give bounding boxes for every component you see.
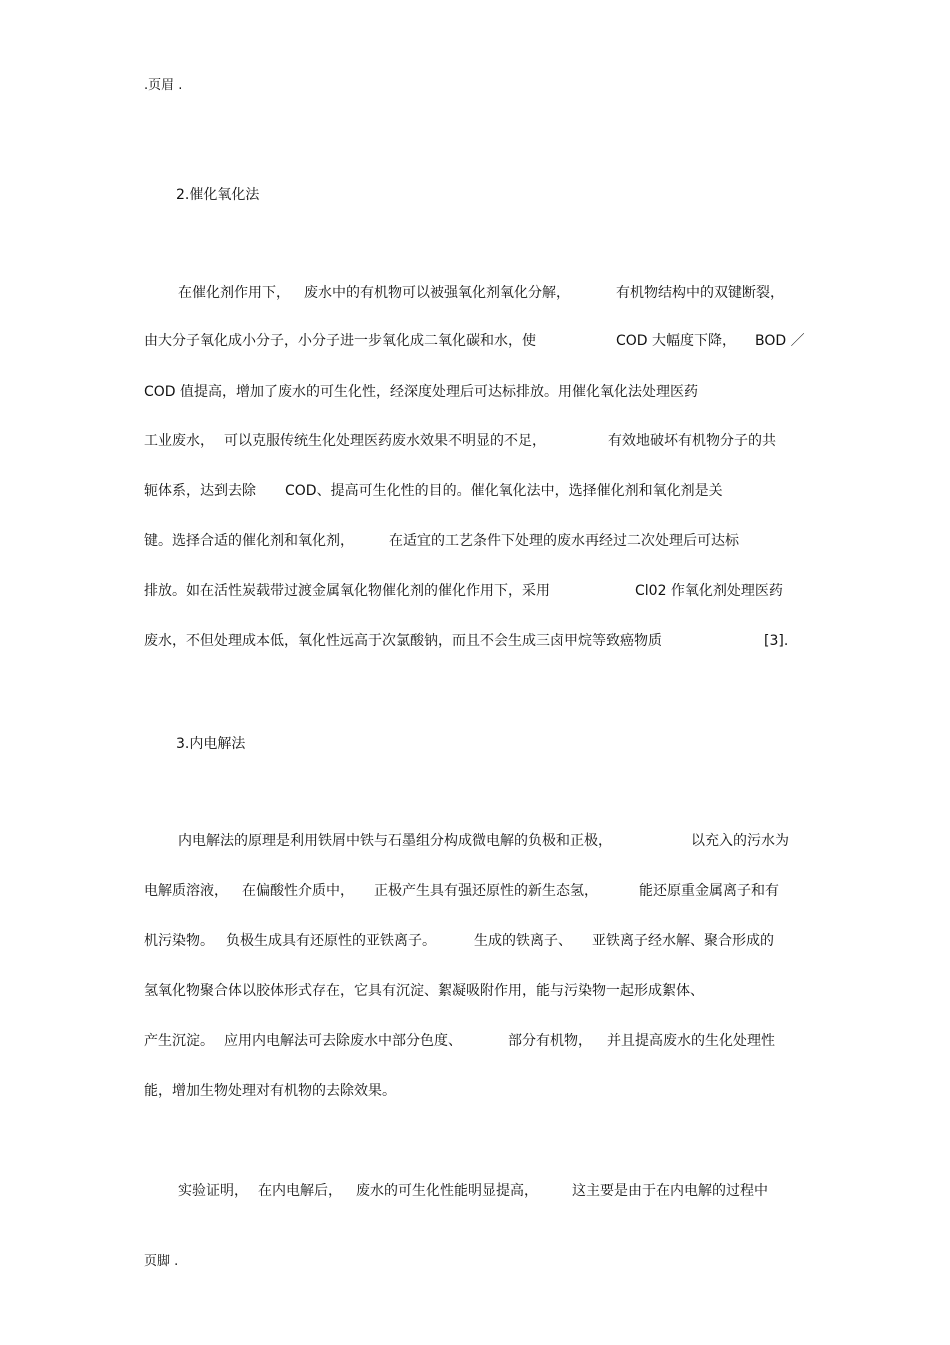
text-segment: 排放。如在活性炭载带过渡金属氧化物催化剂的催化作用下，采用 xyxy=(144,583,550,599)
text-segment: COD 值提高，增加了废水的可生化性，经深度处理后可达标排放。用催化氧化法处理医药 xyxy=(144,384,699,400)
paragraph-line xyxy=(144,980,804,1002)
text-segment: 生成的铁离子、 xyxy=(474,933,572,949)
text-segment: 有机物结构中的双键断裂， xyxy=(616,285,784,301)
text-segment: 废水，不但处理成本低，氧化性远高于次氯酸钠，而且不会生成三卤甲烷等致癌物质 xyxy=(144,633,662,649)
paragraph-line xyxy=(144,282,804,304)
section-heading-internal-electrolysis: 3.内电解法 xyxy=(176,736,246,752)
paragraph-line xyxy=(144,1180,804,1202)
text-segment: 机污染物。 xyxy=(144,933,214,949)
text-segment: 在催化剂作用下， xyxy=(178,285,290,301)
text-segment: 在适宜的工艺条件下处理的废水再经过二次处理后可达标 xyxy=(389,533,739,549)
text-segment: 部分有机物， xyxy=(508,1033,592,1049)
text-segment: 在内电解后， xyxy=(258,1183,342,1199)
paragraph-line xyxy=(144,880,804,902)
paragraph-line xyxy=(144,1030,804,1052)
paragraph-line xyxy=(144,430,804,452)
text-segment: 应用内电解法可去除废水中部分色度、 xyxy=(224,1033,462,1049)
paragraph-line xyxy=(144,830,804,852)
text-segment: 以充入的污水为 xyxy=(691,833,789,849)
paragraph-line xyxy=(144,330,804,352)
paragraph-line xyxy=(144,580,804,602)
text-segment: 轭体系，达到去除 xyxy=(144,483,256,499)
text-segment: 电解质溶液， xyxy=(144,883,228,899)
text-segment: 实验证明， xyxy=(178,1183,248,1199)
text-segment: 并且提高废水的生化处理性 xyxy=(607,1033,775,1049)
text-segment: 正极产生具有强还原性的新生态氢， xyxy=(374,883,598,899)
paragraph-line xyxy=(144,480,804,502)
text-segment: Cl02 作氧化剂处理医药 xyxy=(635,583,783,599)
paragraph-line xyxy=(144,530,804,552)
paragraph-line xyxy=(144,630,804,652)
text-segment: 能还原重金属离子和有 xyxy=(639,883,779,899)
text-segment: 废水的可生化性能明显提高， xyxy=(356,1183,538,1199)
paragraph-line xyxy=(144,381,804,403)
page-header: .页眉 . xyxy=(144,78,183,93)
text-segment: 有效地破坏有机物分子的共 xyxy=(608,433,776,449)
text-segment: 内电解法的原理是利用铁屑中铁与石墨组分构成微电解的负极和正极， xyxy=(178,833,612,849)
text-segment: 氢氧化物聚合体以胶体形式存在，它具有沉淀、絮凝吸附作用，能与污染物一起形成絮体、 xyxy=(144,983,704,999)
text-segment: 亚铁离子经水解、聚合形成的 xyxy=(592,933,774,949)
page-footer: 页脚 . xyxy=(144,1254,179,1269)
citation: [3]. xyxy=(764,633,789,649)
text-segment: COD、提高可生化性的目的。催化氧化法中，选择催化剂和氧化剂是关 xyxy=(285,483,723,499)
text-segment: BOD ／ xyxy=(755,333,805,349)
text-segment: 键。选择合适的催化剂和氧化剂， xyxy=(144,533,354,549)
paragraph-line xyxy=(144,930,804,952)
text-segment: 由大分子氧化成小分子，小分子进一步氧化成二氧化碳和水，使 xyxy=(144,333,536,349)
paragraph-line xyxy=(144,1080,804,1102)
text-segment: COD 大幅度下降， xyxy=(616,333,737,349)
section-heading-catalytic-oxidation: 2.催化氧化法 xyxy=(176,187,260,203)
text-segment: 负极生成具有还原性的亚铁离子。 xyxy=(226,933,436,949)
text-segment: 产生沉淀。 xyxy=(144,1033,214,1049)
text-segment: 废水中的有机物可以被强氧化剂氧化分解， xyxy=(304,285,570,301)
text-segment: 工业废水， xyxy=(144,433,214,449)
text-segment: 在偏酸性介质中， xyxy=(242,883,354,899)
text-segment: 能，增加生物处理对有机物的去除效果。 xyxy=(144,1083,396,1099)
text-segment: 这主要是由于在内电解的过程中 xyxy=(572,1183,768,1199)
text-segment: 可以克服传统生化处理医药废水效果不明显的不足， xyxy=(224,433,546,449)
